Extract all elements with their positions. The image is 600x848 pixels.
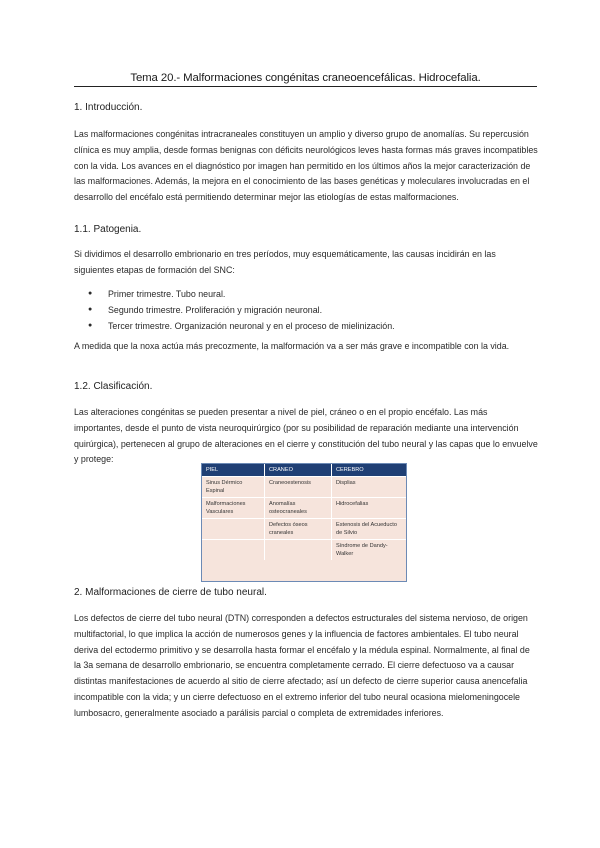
table-cell [202,540,265,561]
table-header-craneo: CRANEO [265,464,332,477]
table-row [202,477,406,498]
table-cell: Defectos óseos craneales [265,519,332,540]
table-cell: Sinus Dérmico Espinal [202,477,265,498]
paragraph-clasificacion: Las alteraciones congénitas se pueden presentar a nivel de piel, cráneo o en el propio encéfalo. Las más importantes, desde el punto de vista neuroquirúrgico (por su posibilidad de reparación mediante una intervención quirúrgica), pertenecen al grupo de alteraciones en el cierre y constitución del tubo neural y las capas que lo envuelve y protege: [74,407,538,465]
table-header-row [202,464,406,477]
paragraph-patogenia: Si dividimos el desarrollo embrionario en tres períodos, muy esquemáticamente, las causas incidirán en las siguientes etapas de formación del SNC: [74,249,496,275]
section-heading-dtn: 2. Malformaciones de cierre de tubo neural. [74,587,267,598]
table-cell: Displias [332,477,407,498]
bullet-list-trimestres [74,286,514,335]
table-cell [202,519,265,540]
table-cell: Anomalías osteocraneales [265,498,332,519]
table-row [202,540,406,561]
table-cell [265,540,332,561]
list-item: ● Tercer trimestre. Organización neuronal y en el proceso de mielinización. [74,318,514,334]
table-row [202,519,406,540]
section-heading-clasificacion: 1.2. Clasificación. [74,381,153,392]
paragraph-patogenia-2: A medida que la noxa actúa más precozmente, la malformación va a ser más grave e incompatible con la vida. [74,341,510,351]
paragraph-dtn: Los defectos de cierre del tubo neural (DTN) corresponden a defectos estructurales del sistema nervioso, de origen multifactorial, lo que implica la acción de numerosos genes y la influencia de factores ambientales. El tubo neural deriva del ectodermo primitivo y se desarrolla hasta formar el encéfalo y la médula espinal. Normalmente, al final de la 3a semana de desarrollo embrionario, se encuentra completamente cerrado. El cierre defectuoso va a causar distintas manifestaciones de acuerdo al sitio de cierre afectado; así un defecto de cierre superior causa anencefalia incompatible con la vida; y un cierre defectuoso en el extremo inferior del tubo neural ocasiona mielomeningocele lumbosacro, generalmente asociado a parálisis parcial o completa de extremidades inferiores. [74,613,530,718]
table-row [202,498,406,519]
list-item: ● Segundo trimestre. Proliferación y migración neuronal. [74,302,514,318]
section-heading-introduccion: 1. Introducción. [74,102,143,113]
table-cell: Hidrocefalias [332,498,407,519]
table-header-piel: PIEL [202,464,265,477]
document-title: Tema 20.- Malformaciones congénitas craneoencefálicas. Hidrocefalia. [74,72,537,87]
paragraph-introduccion: Las malformaciones congénitas intracraneales constituyen un amplio y diverso grupo de anomalías. Su repercusión clínica es muy amplia, desde formas benignas con déficits neurológicos leves hasta formas más graves incompatibles con la vida. Los avances en el diagnóstico por imagen han permitido en los últimos años la mejor caracterización de las malformaciones. Además, la mejora en el conocimiento de las bases genéticas y moleculares involucradas en el desarrollo del encéfalo está permitiendo determinar mejor las etiologías de estas malformaciones. [74,129,538,203]
list-item: ● Primer trimestre. Tubo neural. [74,286,514,302]
table-cell: Síndrome de Dandy-Walker [332,540,407,561]
classification-table [201,463,407,582]
section-heading-patogenia: 1.1. Patogenia. [74,224,142,235]
table-header-cerebro: CEREBRO [332,464,407,477]
table-cell: Estenosis del Acueducto de Silvio [332,519,407,540]
table-cell: Craneoestenosis [265,477,332,498]
table-cell: Malformaciones Vasculares [202,498,265,519]
